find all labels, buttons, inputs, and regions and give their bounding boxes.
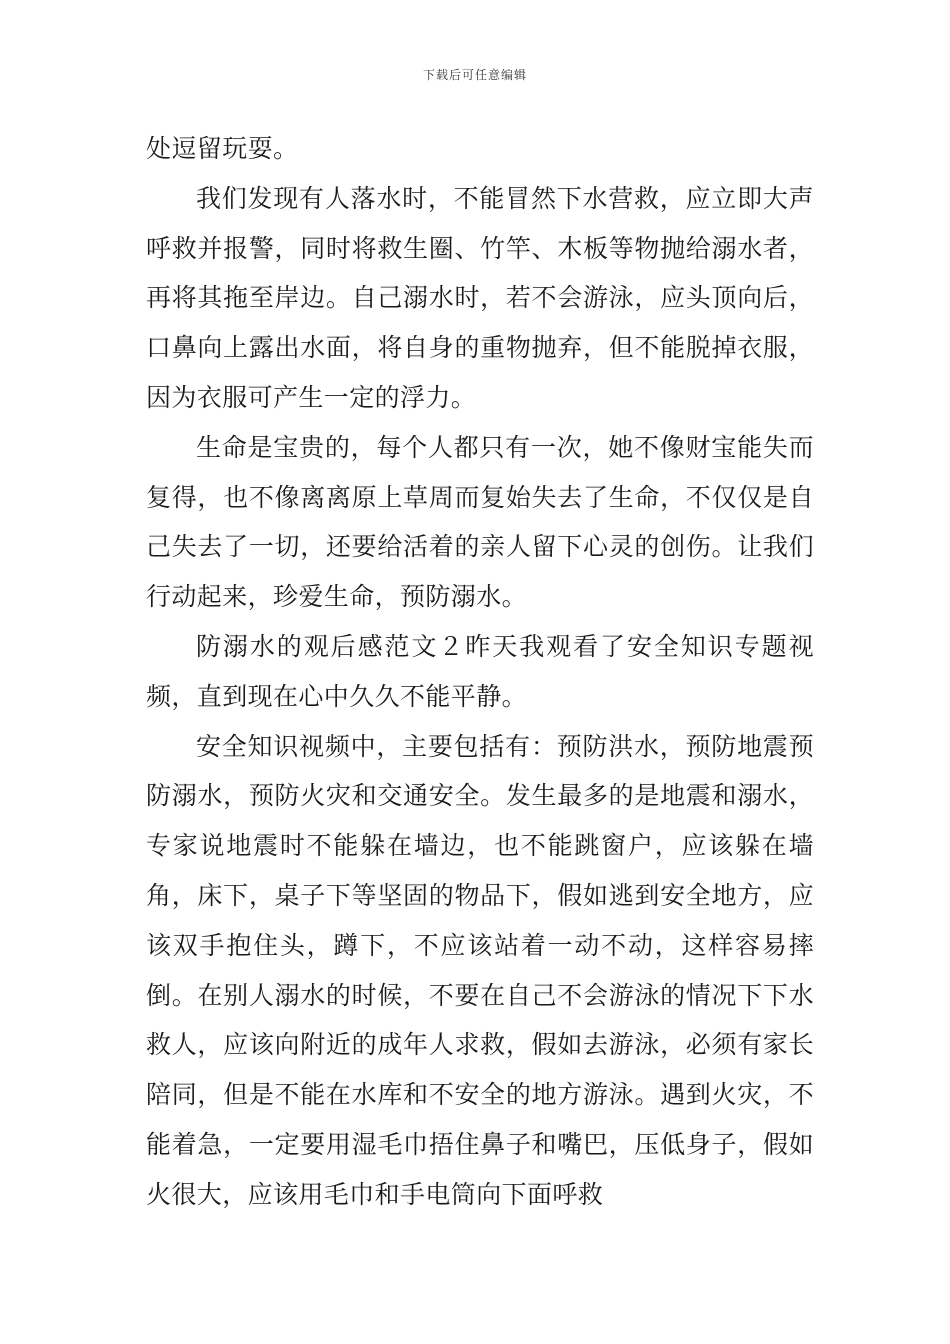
paragraph-2: 我们发现有人落水时，不能冒然下水营救，应立即大声呼救并报警，同时将救生圈、竹竿、木板等物抛给溺水者，再将其拖至岸边。自己溺水时，若不会游泳，应头顶向后，口鼻向上露出水面，将自身的重物抛弃，但不能脱掉衣服，因为衣服可产生一定的浮力。 [146,183,814,412]
paragraph-5: 安全知识视频中，主要包括有：预防洪水，预防地震预防溺水，预防火灾和交通安全。发生最多的是地震和溺水，专家说地震时不能躲在墙边，也不能跳窗户，应该躲在墙角，床下，桌子下等坚固的物品下，假如逃到安全地方，应该双手抱住头，蹲下，不应该站着一动不动，这样容易摔倒。在别人溺水的时候，不要在自己不会游泳的情况下下水救人，应该向附近的成年人求救，假如去游泳，必须有家长陪同，但是不能在水库和不安全的地方游泳。遇到火灾，不能着急，一定要用湿毛巾捂住鼻子和嘴巴，压低身子，假如火很大，应该用毛巾和手电筒向下面呼救 [146,731,814,1209]
paragraph-3: 生命是宝贵的，每个人都只有一次，她不像财宝能失而复得，也不像离离原上草周而复始失去了生命，不仅仅是自己失去了一切，还要给活着的亲人留下心灵的创伤。让我们行动起来，珍爱生命，预防溺水。 [146,432,814,612]
paragraph-1: 处逗留玩耍。 [146,134,299,163]
document-body [146,124,814,1220]
page-header: 下载后可任意编辑 [422,68,527,82]
paragraph-4: 防溺水的观后感范文２昨天我观看了安全知识专题视频，直到现在心中久久不能平静。 [146,631,814,711]
